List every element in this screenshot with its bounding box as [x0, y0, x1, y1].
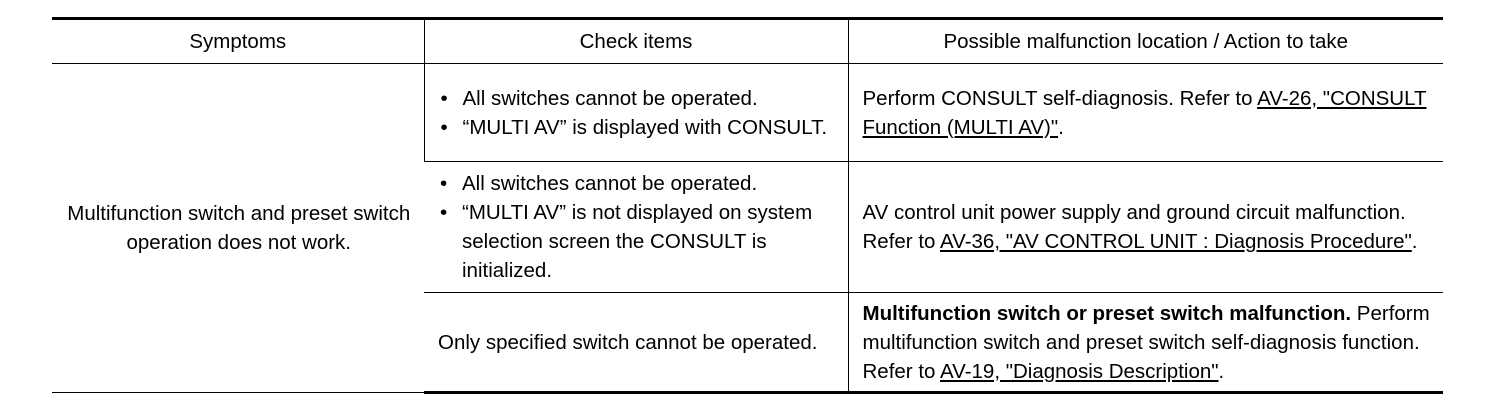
action-text: AV control unit power supply and ground circuit malfunction. Refer to: [862, 201, 1406, 253]
header-check-items: Check items: [424, 19, 848, 64]
reference-link[interactable]: AV-19, "Diagnosis Description": [940, 359, 1219, 383]
check-item: • “MULTI AV” is displayed with CONSULT.: [439, 113, 836, 142]
action-end: .: [1058, 115, 1064, 139]
check-list: [438, 169, 836, 285]
table-row: [52, 64, 1443, 162]
action-bold-text: Multifunction switch or preset switch malfunction.: [862, 301, 1352, 325]
check-list: [439, 84, 836, 142]
check-item: • “MULTI AV” is not displayed on system selection screen the CONSULT is initialized.: [438, 198, 836, 285]
action-cell: [848, 162, 1443, 293]
check-items-cell: [424, 64, 848, 162]
action-end: .: [1218, 359, 1225, 383]
header-action: Possible malfunction location / Action to take: [848, 19, 1443, 64]
diagnosis-table: [52, 17, 1443, 394]
action-end: .: [1411, 230, 1418, 253]
action-cell: [848, 293, 1443, 393]
reference-link[interactable]: AV-36, "AV CONTROL UNIT : Diagnosis Procedure": [940, 230, 1412, 253]
action-text: Perform CONSULT self-diagnosis. Refer to: [862, 86, 1258, 110]
header-symptoms: Symptoms: [52, 19, 424, 64]
symptom-cell: Multifunction switch and preset switch operation does not work.: [52, 64, 424, 393]
check-item: • All switches cannot be operated.: [439, 84, 836, 113]
check-items-cell: [424, 162, 848, 293]
action-text: Perform multifunction switch and preset switch self-diagnosis function. Refer to: [862, 301, 1430, 383]
header-row: [52, 19, 1443, 64]
check-item: • All switches cannot be operated.: [438, 169, 836, 198]
check-items-cell: Only specified switch cannot be operated.: [424, 293, 848, 393]
action-cell: [848, 64, 1443, 162]
reference-link[interactable]: AV-26, "CONSULT Function (MULTI AV)": [862, 86, 1427, 139]
